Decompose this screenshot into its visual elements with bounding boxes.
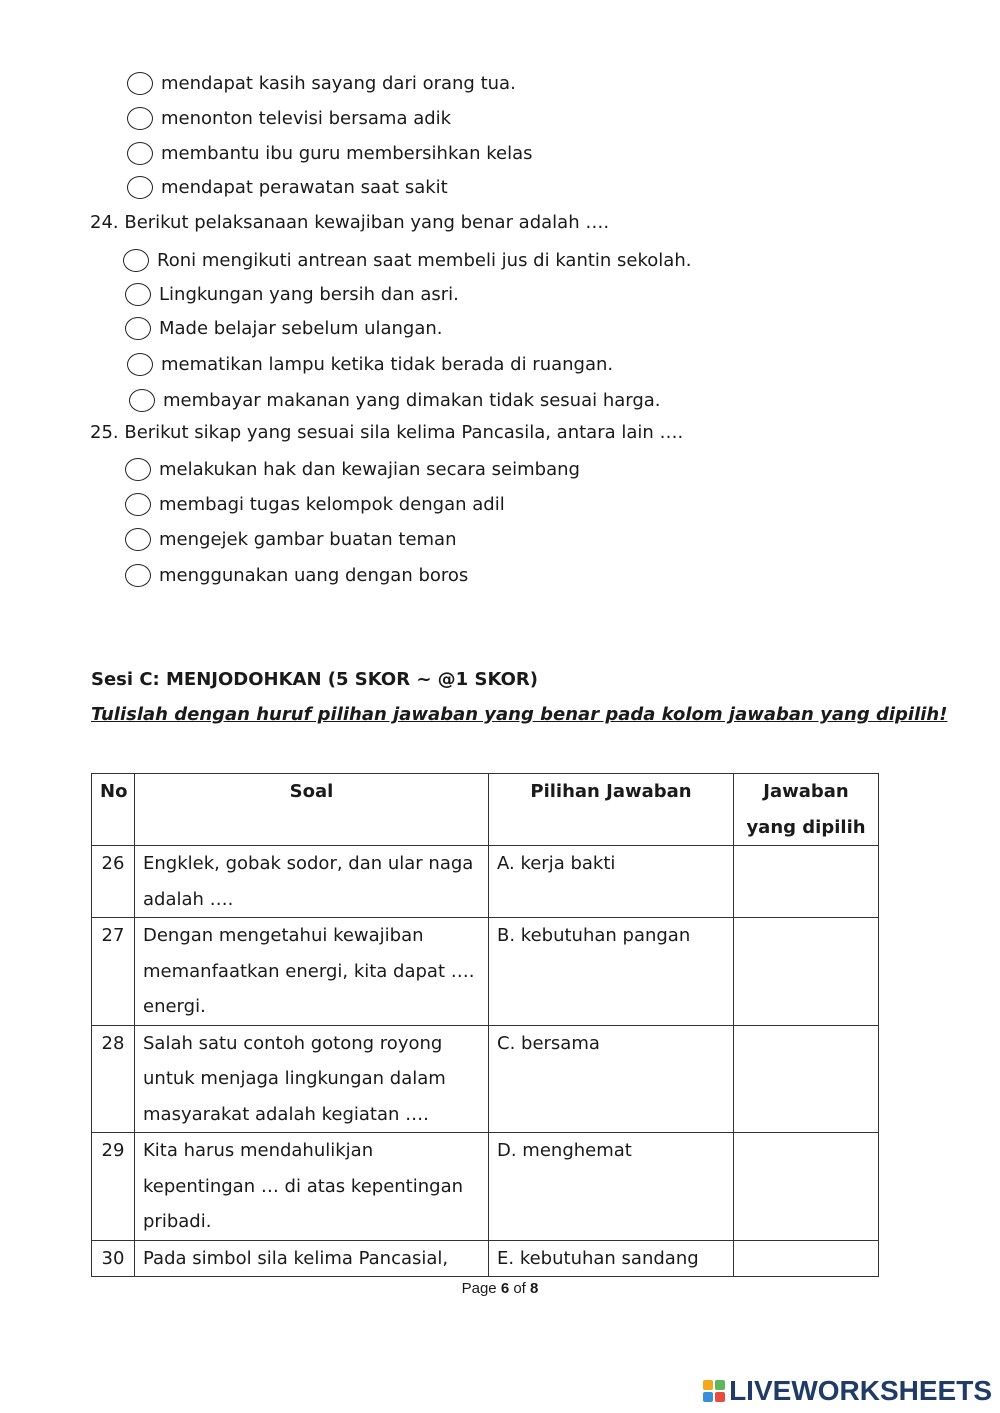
row-number: 28: [92, 1025, 135, 1133]
option-label: membantu ibu guru membersihkan kelas: [161, 142, 533, 164]
option-label: Made belajar sebelum ulangan.: [159, 317, 443, 339]
table-header-row: [92, 774, 879, 846]
table-row: [92, 846, 879, 918]
row-question: Dengan mengetahui kewajiban memanfaatkan energi, kita dapat …. energi.: [135, 918, 489, 1026]
row-number: 26: [92, 846, 135, 918]
option-label: menonton televisi bersama adik: [161, 107, 452, 129]
answer-cell[interactable]: [734, 1133, 879, 1241]
of-label: of: [513, 1280, 526, 1297]
row-number: 30: [92, 1240, 135, 1277]
radio-button[interactable]: [127, 72, 153, 95]
q23-option-1[interactable]: [127, 68, 516, 98]
table-row: [92, 918, 879, 1026]
radio-button[interactable]: [127, 353, 153, 376]
radio-button[interactable]: [125, 317, 151, 340]
section-c-instruction: Tulislah dengan huruf pilihan jawaban yang benar pada kolom jawaban yang dipilih!: [91, 704, 948, 725]
option-label: membagi tugas kelompok dengan adil: [159, 493, 505, 515]
q24-option-1[interactable]: [123, 245, 691, 275]
matching-table: [91, 773, 879, 1277]
question-24: 24. Berikut pelaksanaan kewajiban yang benar adalah ….: [90, 212, 610, 233]
radio-button[interactable]: [125, 283, 151, 306]
table-row: [92, 1133, 879, 1241]
q25-option-3[interactable]: [125, 524, 457, 554]
row-choice: A. kerja bakti: [489, 846, 734, 918]
option-label: mendapat kasih sayang dari orang tua.: [161, 72, 516, 94]
table-row: [92, 1025, 879, 1133]
radio-button[interactable]: [127, 176, 153, 199]
q24-option-4[interactable]: [127, 349, 613, 379]
radio-button[interactable]: [129, 389, 155, 412]
option-label: Roni mengikuti antrean saat membeli jus di kantin sekolah.: [157, 249, 692, 271]
q25-option-4[interactable]: [125, 560, 468, 590]
section-c-title: Sesi C: MENJODOHKAN (5 SKOR ~ @1 SKOR): [91, 669, 538, 690]
q25-option-2[interactable]: [125, 489, 505, 519]
radio-button[interactable]: [123, 249, 149, 272]
radio-button[interactable]: [125, 528, 151, 551]
page-footer: [0, 1280, 1000, 1297]
q23-option-4[interactable]: [127, 172, 448, 202]
liveworksheets-brand: [703, 1375, 992, 1407]
header-no: No: [92, 774, 135, 846]
option-label: menggunakan uang dengan boros: [159, 564, 469, 586]
row-question: Salah satu contoh gotong royong untuk menjaga lingkungan dalam masyarakat adalah kegiatan ….: [135, 1025, 489, 1133]
radio-button[interactable]: [125, 564, 151, 587]
answer-cell[interactable]: [734, 918, 879, 1026]
option-label: melakukan hak dan kewajian secara seimbang: [159, 458, 580, 480]
table-row: [92, 1240, 879, 1277]
row-choice: D. menghemat: [489, 1133, 734, 1241]
brand-name: LIVEWORKSHEETS: [729, 1375, 992, 1406]
q24-option-3[interactable]: [125, 313, 443, 343]
option-label: Lingkungan yang bersih dan asri.: [159, 283, 459, 305]
row-choice: C. bersama: [489, 1025, 734, 1133]
row-number: 27: [92, 918, 135, 1026]
radio-button[interactable]: [127, 142, 153, 165]
option-label: membayar makanan yang dimakan tidak sesuai harga.: [163, 389, 661, 411]
page-label: Page: [461, 1280, 497, 1297]
header-jawaban-dipilih: Jawaban yang dipilih: [734, 774, 879, 846]
row-number: 29: [92, 1133, 135, 1241]
row-choice: E. kebutuhan sandang: [489, 1240, 734, 1277]
total-pages: 8: [530, 1280, 539, 1297]
liveworksheets-logo-icon: [703, 1380, 725, 1402]
row-choice: B. kebutuhan pangan: [489, 918, 734, 1026]
option-label: mematikan lampu ketika tidak berada di ruangan.: [161, 353, 614, 375]
header-pilihan-jawaban: Pilihan Jawaban: [489, 774, 734, 846]
answer-cell[interactable]: [734, 1240, 879, 1277]
current-page: 6: [500, 1280, 510, 1297]
question-25: 25. Berikut sikap yang sesuai sila kelima Pancasila, antara lain ….: [90, 422, 684, 443]
q23-option-3[interactable]: [127, 138, 532, 168]
answer-cell[interactable]: [734, 846, 879, 918]
radio-button[interactable]: [125, 458, 151, 481]
q24-option-5[interactable]: [129, 385, 661, 415]
option-label: mendapat perawatan saat sakit: [161, 176, 448, 198]
radio-button[interactable]: [125, 493, 151, 516]
option-label: mengejek gambar buatan teman: [159, 528, 457, 550]
radio-button[interactable]: [127, 107, 153, 130]
row-question: Pada simbol sila kelima Pancasial,: [135, 1240, 489, 1277]
q25-option-1[interactable]: [125, 454, 580, 484]
row-question: Kita harus mendahulikjan kepentingan … di atas kepentingan pribadi.: [135, 1133, 489, 1241]
q23-option-2[interactable]: [127, 103, 451, 133]
row-question: Engklek, gobak sodor, dan ular naga adalah ….: [135, 846, 489, 918]
q24-option-2[interactable]: [125, 279, 459, 309]
header-soal: Soal: [135, 774, 489, 846]
answer-cell[interactable]: [734, 1025, 879, 1133]
